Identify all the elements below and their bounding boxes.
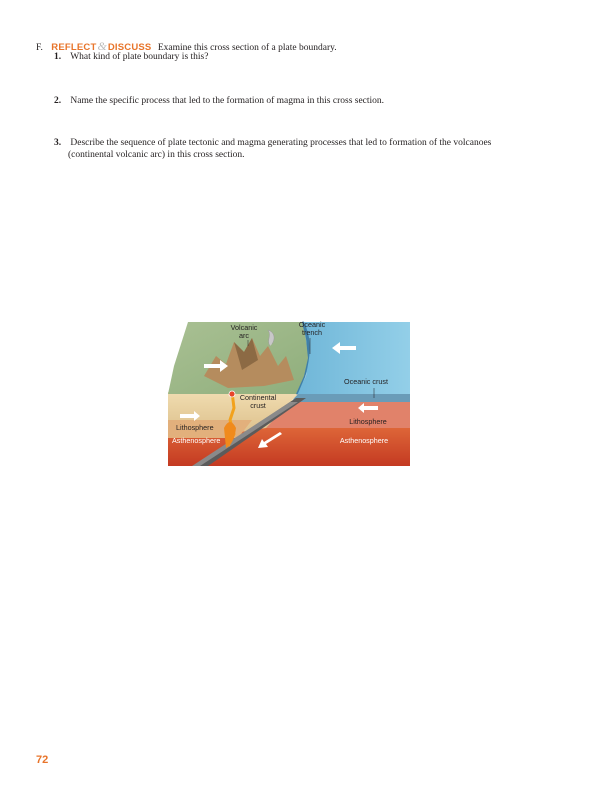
label-asthenosphere-left: Asthenosphere	[172, 436, 221, 445]
question-2	[56, 96, 556, 108]
label-asthenosphere-right: Asthenosphere	[339, 436, 389, 445]
ampersand: &	[97, 39, 107, 53]
oceanic-crust-face	[292, 394, 410, 402]
label-oceanic-crust: Oceanic crust	[344, 377, 388, 386]
question-1	[56, 52, 556, 64]
label-continental-crust-line2: crust	[250, 401, 266, 410]
label-volcanic-arc: Volcanic	[230, 323, 258, 332]
magma-chamber-marker	[229, 391, 235, 397]
section-letter: F.	[36, 43, 43, 53]
question-number: 1.	[54, 52, 62, 62]
label-oceanic-trench: Oceanic	[298, 320, 326, 329]
label-volcanic-arc-line2: arc	[239, 331, 249, 340]
question-text: What kind of plate boundary is this?	[70, 52, 209, 62]
label-lithosphere-right: Lithosphere	[349, 417, 387, 426]
reflect-label: REFLECT	[51, 42, 97, 53]
cross-section-illustration	[168, 316, 410, 466]
question-3	[56, 138, 556, 161]
question-text: Describe the sequence of plate tectonic and magma generating processes that led to formation of the volcanoes	[70, 138, 492, 148]
question-text: Name the specific process that led to the formation of magma in this cross section.	[70, 96, 385, 106]
plate-boundary-cross-section	[168, 316, 410, 466]
discuss-label: DISCUSS	[107, 42, 152, 53]
label-continental-crust: Continental	[239, 393, 277, 402]
section-intro: Examine this cross section of a plate boundary.	[157, 43, 337, 53]
question-number: 2.	[54, 96, 62, 106]
question-number: 3.	[54, 138, 62, 148]
page-number: 72	[36, 754, 49, 766]
label-lithosphere-left: Lithosphere	[176, 423, 214, 432]
question-text-continued: (continental volcanic arc) in this cross section.	[68, 149, 245, 160]
label-oceanic-trench-line2: trench	[302, 328, 322, 337]
